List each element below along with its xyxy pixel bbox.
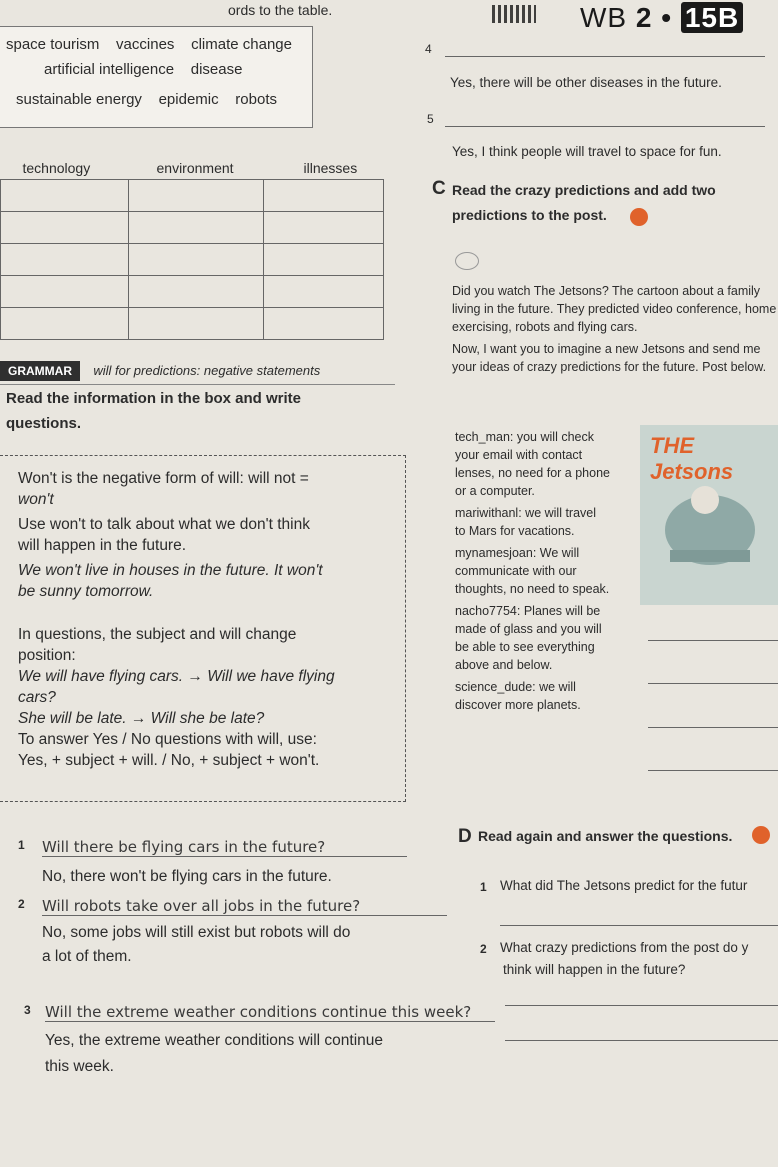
info-line: In questions, the subject and will change — [18, 626, 297, 643]
grammar-instruction: questions. — [6, 415, 82, 432]
table-cell[interactable] — [264, 244, 384, 276]
post-text: be able to see everything — [455, 640, 595, 654]
table-cell[interactable] — [264, 180, 384, 212]
table-header-environment: environment — [156, 160, 234, 176]
answer-line: a lot of them. — [42, 948, 132, 965]
table-cell[interactable] — [264, 276, 384, 308]
word-row-3 — [16, 88, 277, 112]
info-line: cars? — [18, 689, 56, 706]
post-text: we will travel — [525, 506, 597, 520]
answer-number: 4 — [425, 42, 432, 56]
word-item: vaccines — [116, 36, 175, 53]
answer-write-line[interactable] — [505, 1040, 778, 1041]
info-line: We won't live in houses in the future. It won't — [18, 562, 323, 579]
table-cell[interactable] — [264, 308, 384, 340]
word-item: sustainable energy — [16, 91, 142, 108]
answer-line: Yes, the extreme weather conditions will continue — [45, 1032, 384, 1049]
grammar-title: will for predictions: negative statements — [93, 363, 321, 378]
word-item: artificial intelligence — [44, 61, 175, 78]
question-number: 1 — [18, 838, 25, 852]
word-row-1 — [6, 33, 292, 57]
question-text: What did The Jetsons predict for the futur — [500, 878, 748, 893]
section-c-letter: C — [432, 178, 446, 199]
post-text: we will — [539, 680, 576, 694]
post-text: to Mars for vacations. — [455, 524, 575, 538]
section-c-instruction: Read the crazy predictions and add two — [452, 182, 716, 198]
table-cell[interactable] — [129, 212, 264, 244]
question-number: 3 — [24, 1003, 31, 1017]
post-text: you will check — [516, 430, 594, 444]
word-category-table — [0, 160, 384, 340]
info-line: Use won't to talk about what we don't think — [18, 516, 310, 533]
post — [455, 504, 635, 522]
info-line: She will be late. → Will she be late? — [18, 710, 265, 727]
grammar-heading — [0, 362, 395, 385]
post-text: made of glass and you will — [455, 622, 602, 636]
table-cell[interactable] — [1, 276, 129, 308]
word-item: space tourism — [6, 36, 100, 53]
answer-text: Yes, there will be other diseases in the future. — [450, 75, 722, 90]
workbook-number: 2 — [635, 2, 653, 33]
prediction-line[interactable] — [648, 640, 778, 641]
post-text: lenses, no need for a phone — [455, 466, 610, 480]
word-item: climate change — [191, 36, 292, 53]
post-text: Planes will be — [523, 604, 601, 618]
table-header-illnesses: illnesses — [303, 160, 358, 176]
jetsons-logo: THE Jetsons — [650, 433, 734, 484]
workbook-reference — [580, 2, 743, 34]
post-text: discover more planets. — [455, 698, 581, 712]
info-line: We will have flying cars. → Will we have flying — [18, 668, 335, 685]
post-text: We will — [539, 546, 580, 560]
word-item: disease — [190, 61, 243, 78]
info-line: position: — [18, 647, 76, 664]
post-text: your email with contact — [455, 448, 583, 462]
section-c-instruction: predictions to the post. — [452, 207, 607, 223]
table-cell[interactable] — [129, 308, 264, 340]
post-user: mariwithanl: — [455, 506, 522, 520]
post-user: mynamesjoan: — [455, 546, 537, 560]
answer-number: 5 — [427, 112, 434, 126]
info-line: To answer Yes / No questions with will, use: — [18, 731, 317, 748]
table-cell[interactable] — [129, 276, 264, 308]
info-line: be sunny tomorrow. — [18, 583, 154, 600]
table-header-technology: technology — [22, 160, 91, 176]
handwritten-question[interactable]: Will robots take over all jobs in the future? — [42, 897, 447, 916]
section-d-letter: D — [458, 826, 472, 847]
word-item: epidemic — [158, 91, 219, 108]
table-cell[interactable] — [129, 244, 264, 276]
handwritten-question[interactable]: Will the extreme weather conditions continue this week? — [45, 1003, 495, 1022]
question-text: What crazy predictions from the post do y — [500, 940, 749, 955]
question-number: 2 — [480, 942, 487, 956]
prediction-line[interactable] — [648, 727, 778, 728]
speech-bubble-icon — [455, 252, 479, 270]
write-line[interactable] — [445, 56, 765, 57]
answer-write-line[interactable] — [505, 1005, 778, 1006]
info-line: won't — [18, 491, 54, 508]
post-user: tech_man: — [455, 430, 514, 444]
question-text: think will happen in the future? — [503, 962, 686, 977]
word-row-2 — [44, 58, 242, 82]
audio-icon[interactable] — [630, 208, 648, 226]
post — [455, 678, 635, 696]
table-cell[interactable] — [1, 180, 129, 212]
grammar-info-text — [18, 468, 398, 771]
workbook-bullet: • — [661, 2, 673, 33]
post-text: or a computer. — [455, 484, 535, 498]
intro-line: living in the future. They predicted video conference, home — [452, 302, 777, 316]
question-number: 2 — [18, 897, 25, 911]
answer-text: Yes, I think people will travel to space for fun. — [452, 144, 722, 159]
exercise-instruction-fragment: ords to the table. — [228, 2, 333, 18]
table-cell[interactable] — [129, 180, 264, 212]
word-box — [0, 26, 313, 128]
jetsons-illustration — [640, 425, 778, 605]
handwritten-question[interactable]: Will there be flying cars in the future? — [42, 838, 407, 857]
post-text: above and below. — [455, 658, 553, 672]
info-line: Yes, + subject + will. / No, + subject + won't. — [18, 752, 320, 769]
qr-code-icon — [492, 5, 536, 23]
grammar-tag: GRAMMAR — [0, 361, 80, 381]
post-text: thoughts, no need to speak. — [455, 582, 610, 596]
intro-line: Now, I want you to imagine a new Jetsons and send me — [452, 342, 761, 356]
info-line: Won't is the negative form of will: will not = — [18, 470, 309, 487]
write-line[interactable] — [445, 126, 765, 127]
answer-line: No, some jobs will still exist but robots will do — [42, 924, 351, 941]
grammar-instruction: Read the information in the box and write — [6, 390, 302, 407]
question-number: 1 — [480, 880, 487, 894]
table-cell[interactable] — [1, 244, 129, 276]
audio-icon[interactable] — [752, 826, 770, 844]
post — [455, 602, 635, 620]
prediction-line[interactable] — [648, 770, 778, 771]
table-cell[interactable] — [264, 212, 384, 244]
answer-line: this week. — [45, 1058, 114, 1075]
table-cell[interactable] — [1, 308, 129, 340]
answer-write-line[interactable] — [500, 925, 778, 926]
jetsons-cartoon-icon — [650, 470, 770, 595]
intro-line: your ideas of crazy predictions for the future. Post below. — [452, 360, 767, 374]
intro-line: exercising, robots and flying cars. — [452, 320, 638, 334]
post-text: communicate with our — [455, 564, 577, 578]
table-cell[interactable] — [1, 212, 129, 244]
word-item: robots — [235, 91, 277, 108]
post-user: nacho7754: — [455, 604, 521, 618]
post — [455, 544, 635, 562]
workbook-label: WB — [580, 2, 628, 33]
intro-line: Did you watch The Jetsons? The cartoon about a family — [452, 284, 761, 298]
answer-line: No, there won't be flying cars in the future. — [42, 868, 332, 885]
post — [455, 428, 635, 446]
section-d-instruction: Read again and answer the questions. — [478, 828, 733, 844]
section-c-intro — [452, 282, 778, 376]
workbook-page: 15B — [681, 2, 743, 33]
prediction-line[interactable] — [648, 683, 778, 684]
info-line: will happen in the future. — [18, 537, 187, 554]
post-list — [455, 428, 635, 714]
post-user: science_dude: — [455, 680, 536, 694]
